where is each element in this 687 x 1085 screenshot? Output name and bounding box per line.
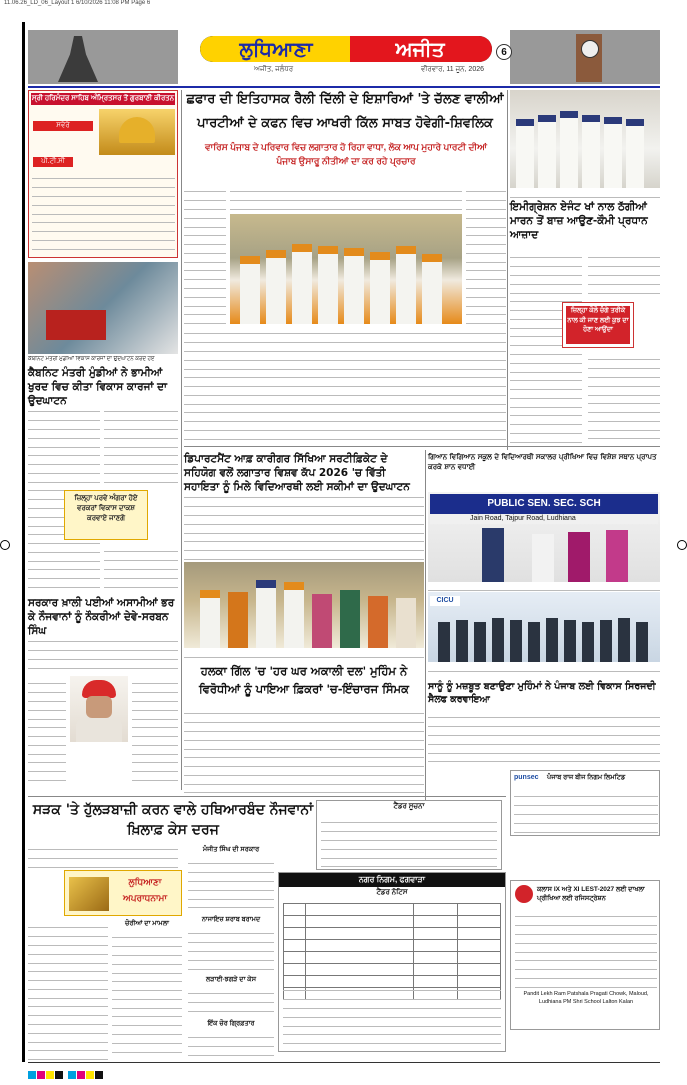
sarkar-story-left bbox=[28, 676, 66, 786]
nagar-nigam-subtitle: ਟੈਂਡਰ ਨੋਟਿਸ bbox=[376, 889, 408, 896]
registration-mark-left bbox=[0, 540, 10, 550]
tender-notice-text bbox=[321, 815, 497, 867]
print-slug: 11.06.26_LD_06_Layout 1 6/10/2026 11:08 PM Page 6 bbox=[4, 0, 151, 6]
sadak-headline: ਸੜਕ 'ਤੇ ਹੁੱਲੜਬਾਜ਼ੀ ਕਰਨ ਵਾਲੇ ਹਥਿਆਰਬੰਦ ਨੌਜਵਾਨਾਂ ਖ਼ਿਲਾਫ਼ ਕੇਸ ਦਰਜ bbox=[32, 802, 314, 838]
subhead-manjit: ਮੰਜੀਤ ਸਿੰਘ ਦੀ ਸਰਕਾਰ bbox=[202, 846, 260, 853]
punsec-title: ਪੰਜਾਬ ਰਾਜ ਬੀਜ ਨਿਗਮ ਲਿਮਟਿਡ bbox=[547, 774, 626, 781]
inauguration-caption: ਕੈਬਨਿਟ ਮੰਤਰੀ ਮੁੰਡੀਆਂ ਵਿਕਾਸ ਕਾਰਜਾਂ ਦਾ ਉਦਘਾਟਨ ਕਰਦੇ ਹੋਏ bbox=[28, 356, 155, 362]
inauguration-photo bbox=[28, 262, 178, 354]
immigration-story-col2b bbox=[588, 352, 660, 446]
cabinet-story-col2 bbox=[104, 404, 178, 488]
gurbani-ad-label-channel: ਪੀ.ਟੀ.ਸੀ bbox=[33, 157, 73, 167]
lead-story-bottom bbox=[184, 326, 506, 442]
ludhiana-crime-label-2: ਅਪਰਾਧਨਾਮਾ bbox=[122, 893, 168, 903]
subhead-ladai: ਲੜਾਈ-ਝਗੜੇ ਦਾ ਕੇਸ bbox=[205, 976, 257, 983]
masthead-left-photo bbox=[28, 30, 178, 84]
golden-temple-image bbox=[99, 109, 175, 155]
lead-subheadline: ਵਾਰਿਸ ਪੰਜਾਬ ਦੇ ਪਰਿਵਾਰ ਵਿਚ ਲਗਾਤਾਰ ਹੋ ਰਿਹਾ ਵਾਧਾ, ਲੋਕ ਆਪ ਮੁਹਾਰੇ ਪਾਰਟੀ ਦੀਆਂ ਪੰਜਾਬ ਉਸਾਰੂ ਨੀਤੀਆਂ ਦਾ ਕਰ ਰਹੇ ਪ੍ਰਚਾਰ bbox=[205, 142, 487, 166]
punsec-ad bbox=[510, 770, 660, 836]
cabinet-headline: ਕੈਬਨਿਟ ਮੰਤਰੀ ਮੁੰਡੀਆਂ ਨੇ ਭਾਮੀਆਂ ਖੁਰਦ ਵਿਚ ਕੀਤਾ ਵਿਕਾਸ ਕਾਰਜਾਂ ਦਾ ਉਦਘਾਟਨ bbox=[28, 367, 168, 407]
column-divider bbox=[425, 450, 426, 800]
halka-story bbox=[184, 706, 424, 796]
admission-ad-footer: Pandit Lekh Ram Patshala Pragati Chowk, Maloud, Ludhiana PM Shri School Lalton Kalan bbox=[523, 991, 649, 1005]
tender-notice-title: ਟੈਂਡਰ ਸੂਚਨਾ bbox=[393, 803, 425, 810]
halka-photo bbox=[184, 562, 424, 648]
cicu-logo: CICU bbox=[430, 596, 460, 606]
column-divider bbox=[507, 90, 508, 450]
masthead-location: ਅਜੀਤ, ਜਲੰਧਰ bbox=[254, 66, 294, 73]
color-calibration-strip bbox=[28, 1066, 660, 1074]
immigration-red-box-text: ਜ਼ਿਲ੍ਹਾ ਕੋਲੋ ਚੰਗੇ ਤਰੀਕੇ ਨਾਲ ਕੀ ਜਾਣ ਲਈ ਕੁਝ ਦਾ ਹੋਣਾ ਆਉਂਦਾ bbox=[566, 306, 630, 344]
crime-col-3-text-c bbox=[188, 986, 274, 1016]
saanu-story bbox=[428, 710, 660, 766]
ludhiana-crime-label-1: ਲੁਧਿਆਣਾ bbox=[128, 877, 162, 887]
row-divider bbox=[184, 446, 660, 447]
punsec-text bbox=[514, 789, 658, 833]
lead-photo bbox=[230, 214, 462, 324]
gurbani-ad-title: ਸ੍ਰੀ ਹਰਿਮੰਦਰ ਸਾਹਿਬ ਅੰਮ੍ਰਿਤਸਰ ਤੋਂ ਗੁਰਬਾਣੀ ਕੀਰਤਨ bbox=[31, 93, 175, 105]
left-rule bbox=[22, 22, 25, 1062]
nagar-nigam-text bbox=[283, 983, 501, 1049]
nagar-nigam-tender bbox=[278, 872, 506, 1052]
admission-ad bbox=[510, 880, 660, 1030]
bottom-rule bbox=[28, 1062, 660, 1063]
sarkar-story bbox=[28, 634, 178, 674]
crime-col-3-text-d bbox=[188, 1030, 274, 1058]
cabinet-story-col2b bbox=[104, 544, 178, 592]
lead-headline-line1: ਛਫਾਰ ਦੀ ਇਤਿਹਾਸਕ ਰੈਲੀ ਦਿੱਲੀ ਦੇ ਇਸ਼ਾਰਿਆਂ 'ਤੇ ਚੱਲਣ ਵਾਲੀਆਂ bbox=[186, 92, 504, 107]
crime-col-3-text-b bbox=[188, 926, 274, 972]
cicu-photo bbox=[428, 592, 660, 662]
masthead-rule bbox=[28, 86, 660, 88]
column-divider bbox=[181, 90, 182, 790]
punsec-logo: punsec bbox=[514, 774, 539, 781]
ludhiana-crime-logo bbox=[64, 870, 182, 916]
lead-headline-line2: ਪਾਰਟੀਆਂ ਦੇ ਕਫਨ ਵਿਚ ਆਖਰੀ ਕਿੱਲ ਸਾਬਤ ਹੋਵੇਗੀ-ਸ਼ਿਵਲਿਕ bbox=[197, 116, 493, 131]
crime-col-3 bbox=[188, 846, 274, 1060]
crime-col-1 bbox=[28, 920, 108, 1060]
clock-icon bbox=[581, 40, 599, 58]
school-caption bbox=[428, 583, 660, 591]
masthead-subline bbox=[214, 66, 494, 78]
department-story bbox=[184, 490, 424, 560]
tender-notice bbox=[316, 800, 502, 870]
subhead-sharab: ਨਾਜਾਇਜ਼ ਸ਼ਰਾਬ ਬਰਾਮਦ bbox=[201, 916, 261, 923]
immigration-caption bbox=[510, 190, 660, 198]
saanu-headline: ਸਾਨੂੰ ਨੂੰ ਮਜ਼ਬੂਤ ਬਣਾਉਣਾ ਮੁਹਿੰਮਾਂ ਨੇ ਪੰਜਾਬ ਲਈ ਵਿਕਾਸ ਸਿਰਜਦੀ ਸੈਲਫ ਕਰਵਾਇਆ bbox=[428, 681, 656, 705]
masthead-date: ਵੀਰਵਾਰ, 11 ਜੂਨ, 2026 bbox=[420, 66, 484, 73]
masthead-title-right: ਅਜੀਤ bbox=[395, 37, 445, 61]
lead-story-col4 bbox=[466, 184, 506, 324]
crime-col-2-text bbox=[112, 930, 182, 1058]
admission-ad-title: ਕਲਾਸ IX ਅਤੇ XI LEST-2027 ਲਈ ਦਾਖਲਾ ਪ੍ਰੀਖਿਆ ਲਈ ਰਜਿਸਟ੍ਰੇਸ਼ਨ bbox=[537, 886, 645, 902]
immigration-headline: ਇਮੀਗ੍ਰੇਸ਼ਨ ਏਜੰਟ ਖਾਂ ਨਾਲ ਠੱਗੀਆਂ ਮਾਰਨ ਤੋਂ ਬਾਜ਼ ਆਉਣ-ਕੌਮੀ ਪ੍ਰਧਾਨ ਆਜ਼ਾਦ bbox=[510, 201, 648, 241]
immigration-story-col2 bbox=[588, 250, 660, 298]
school-headline: ਗਿਆਨ ਵਿਗਿਆਨ ਸਕੂਲ ਦੇ ਵਿਦਿਆਰਥੀ ਸਕਾਲਰ ਪ੍ਰੀਖਿਆ ਵਿਚ ਵਿਸ਼ੇਸ਼ ਸਥਾਨ ਪ੍ਰਾਪਤ ਕਰਕੇ ਸ਼ਾਨ ਵਧਾਈ bbox=[428, 453, 657, 471]
district-notice-box bbox=[64, 490, 148, 540]
admission-ad-text bbox=[515, 909, 657, 989]
immigration-photo bbox=[510, 90, 660, 188]
cicu-caption bbox=[428, 664, 660, 678]
immigration-story-col1 bbox=[510, 250, 582, 446]
crime-col-2 bbox=[112, 920, 182, 1060]
handcuff-icon bbox=[69, 877, 109, 911]
registration-mark-right bbox=[677, 540, 687, 550]
department-headline: ਡਿਪਾਰਟਮੈਂਟ ਆਫ਼ ਕਾਰੀਗਰ ਸਿੱਖਿਆ ਸਰਟੀਫ਼ਿਕੇਟ ਦੇ ਸਹਿਯੋਗ ਵਲੋਂ ਲਗਾਤਾਰ ਵਿਸ਼ਵ ਕੱਪ 2026 'ਚ ਵਿੱਤੀ ਸਹਾਇਤਾ ਨੂੰ ਮਿਲੇ ਵਿਦਿਆਰਥੀ ਲਈ ਸਕੀਮਾਂ ਦਾ ਉਦਘਾਟਨ bbox=[184, 453, 410, 493]
halka-caption bbox=[184, 650, 424, 658]
subhead-chori: ਚੋਰੀਆਂ ਦਾ ਮਾਮਲਾ bbox=[125, 920, 169, 927]
district-notice-text: ਜ਼ਿਲ੍ਹਾ ਪਰਵੇ ਅੰਗਰਾ ਹੋਏ ਵਰਕਰਾਂ ਵਿਕਾਸ ਦਾਕਸ਼ ਕਰਵਾਏ ਜਾਣਗੇ bbox=[74, 495, 138, 522]
subhead-chor: ਇੱਕ ਚੋਰ ਗ੍ਰਿਫ਼ਤਾਰ bbox=[207, 1020, 255, 1027]
masthead-title-left: ਲੁਧਿਆਣਾ bbox=[239, 37, 313, 61]
immigration-red-box bbox=[562, 302, 634, 348]
school-emblem-icon bbox=[515, 885, 533, 903]
masthead-right-photo bbox=[510, 30, 660, 84]
halka-headline: ਹਲਕਾ ਗਿੱਲ 'ਚ 'ਹਰ ਘਰ ਅਕਾਲੀ ਦਲ' ਮੁਹਿੰਮ ਨੇ ਵਿਰੋਧੀਆਂ ਨੂੰ ਪਾਇਆ ਫ਼ਿਕਰਾਂ 'ਚ-ਇੰਚਾਰਜ ਸਿੰਮਕ bbox=[199, 664, 409, 696]
sadak-story bbox=[28, 842, 178, 868]
sarkar-story-right bbox=[132, 676, 178, 786]
gurbani-ad-label-morning: ਸਵੇਰੇ bbox=[33, 121, 93, 131]
page-number: 6 bbox=[496, 44, 512, 60]
row-divider bbox=[28, 796, 506, 797]
crime-col-3-text-a bbox=[188, 856, 274, 912]
school-banner: PUBLIC SEN. SEC. SCH bbox=[430, 494, 658, 514]
sarkar-headline: ਸਰਕਾਰ ਖ਼ਾਲੀ ਪਈਆਂ ਅਸਾਮੀਆਂ ਭਰ ਕੇ ਨੌਜਵਾਨਾਂ ਨੂੰ ਨੌਕਰੀਆਂ ਦੇਵੇ-ਸਰਬਨ ਸਿੰਘ bbox=[28, 597, 175, 637]
gurbani-ad bbox=[28, 90, 178, 258]
nagar-nigam-title: ਨਗਰ ਨਿਗਮ, ਫਗਵਾੜਾ bbox=[279, 873, 505, 887]
lead-story-col1 bbox=[184, 184, 226, 324]
lead-story-top bbox=[230, 184, 462, 212]
sarban-singh-portrait bbox=[70, 676, 128, 742]
gurbani-ad-text bbox=[32, 171, 175, 255]
school-banner-address: Jain Road, Tajpur Road, Ludhiana bbox=[430, 514, 658, 524]
